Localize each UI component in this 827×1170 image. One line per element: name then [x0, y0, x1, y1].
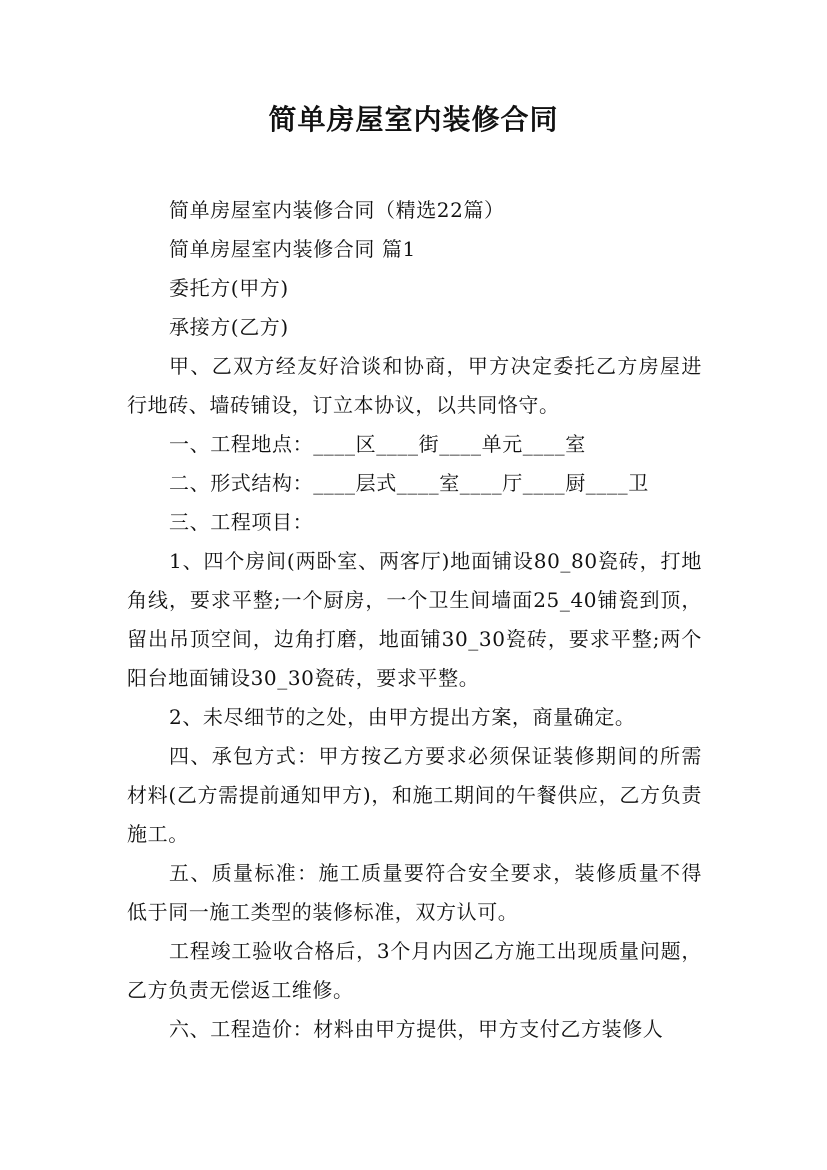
paragraph-party-a: 委托方(甲方): [169, 276, 289, 300]
paragraph-structure: 二、形式结构：____层式____室____厅____厨____卫: [169, 471, 649, 495]
paragraph-location: 一、工程地点：____区____街____单元____室: [169, 432, 586, 456]
paragraph-cost: 六、工程造价：材料由甲方提供，甲方支付乙方装修人: [169, 1017, 664, 1041]
paragraph-project-heading: 三、工程项目：: [169, 510, 314, 534]
paragraph-project-item-1: 1、四个房间(两卧室、两客厅)地面铺设80_80瓷砖，打地角线，要求平整;一个厨房，一个卫生间墙面25_40铺瓷到顶，留出吊顶空间，边角打磨，地面铺30_30瓷砖，要求平整;两个阳台地面铺设30_30瓷砖，要求平整。: [127, 549, 702, 690]
paragraph-quality-standard: 五、质量标准：施工质量要符合安全要求，装修质量不得低于同一施工类型的装修标准，双方认可。: [127, 861, 702, 924]
paragraph-warranty: 工程竣工验收合格后，3个月内因乙方施工出现质量问题，乙方负责无偿返工维修。: [127, 939, 702, 1002]
document-title: 简单房屋室内装修合同: [268, 103, 559, 136]
document-body: [127, 191, 702, 1049]
paragraph-project-item-2: 2、未尽细节的之处，由甲方提出方案，商量确定。: [169, 705, 636, 729]
paragraph-subtitle: 简单房屋室内装修合同（精选22篇）: [169, 198, 505, 222]
paragraph-preamble: 甲、乙双方经友好洽谈和协商，甲方决定委托乙方房屋进行地砖、墙砖铺设，订立本协议，以共同恪守。: [127, 354, 702, 417]
paragraph-party-b: 承接方(乙方): [169, 315, 289, 339]
paragraph-contract-mode: 四、承包方式：甲方按乙方要求必须保证装修期间的所需材料(乙方需提前通知甲方)，和施工期间的午餐供应，乙方负责施工。: [127, 744, 702, 846]
paragraph-section-heading: 简单房屋室内装修合同 篇1: [169, 237, 416, 261]
